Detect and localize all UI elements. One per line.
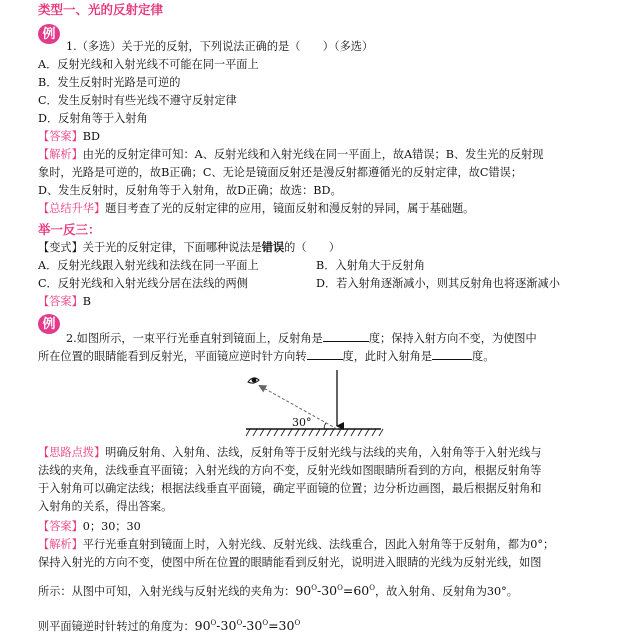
mirror-figure: [236, 368, 386, 442]
answer-tag: 【答案】: [38, 130, 83, 143]
variant-tag: 【变式】: [38, 241, 83, 254]
summary-tag: 【总结升华】: [38, 202, 106, 215]
q2-analysis-line-3: 所示：从图中可知，入射光线与反射光线的夹角为：$90^O-30^O=60^O$，故入射角、反射角为30°。: [38, 583, 518, 598]
q1-answer: [38, 131, 100, 142]
q2-analysis-line-4: 则平面镜逆时针转过的角度为：$90^O-30^O-30^O=30^O$: [38, 618, 301, 633]
q2-tip-line-2: 法线的夹角，法线垂直平面镜；入射光线的方向不变，反射光线如图眼睛所看到的方向，根据反射角等: [38, 464, 542, 477]
answer-tag: 【答案】: [38, 295, 83, 308]
section-title-type1: 类型一、光的反射定律: [38, 2, 164, 17]
answer-value: BD: [82, 130, 100, 143]
answer-value: B: [82, 295, 91, 308]
variant-option-c: C．反射光线和入射光线分居在法线的两侧: [38, 277, 248, 290]
q1-summary: 【总结升华】题目考查了光的反射定律的应用，镜面反射和漫反射的异同，属于基础题。: [38, 202, 475, 215]
example-badge-2: 例: [38, 314, 60, 334]
q1-stem: 1.（多选）关于光的反射，下列说法正确的是（ ）（多选）: [66, 40, 374, 53]
q2-answer: [38, 521, 141, 532]
variant-title: 举一反三：: [38, 222, 101, 237]
q1-option-a: A．反射光线和入射光线不可能在同一平面上: [38, 58, 259, 71]
fill-blank: [432, 349, 472, 360]
q2-tip-line-3: 于入射角可以确定法线；根据法线垂直平面镜，确定平面镜的位置；边分析边画图，最后根据反射角和: [38, 482, 542, 495]
angle-arc: [324, 423, 326, 429]
formula-rotation: $90^O-30^O-30^O=30^O$: [194, 618, 301, 633]
answer-tag: 【答案】: [38, 520, 83, 533]
example-badge-1: 例: [38, 24, 60, 44]
fill-blank: [323, 331, 369, 342]
q2-analysis-line-1: 【解析】平行光垂直射到镜面上时，入射光线、反射光线、法线重合，因此入射角等于反射角，都为0°；: [38, 538, 555, 551]
mirror-hatching: [246, 429, 383, 436]
variant-stem: 【变式】关于光的反射定律，下面哪种说法是错误的（ ）: [38, 240, 341, 254]
analysis-tag: 【解析】: [38, 148, 83, 161]
angle-label: 30°: [292, 416, 312, 429]
q1-option-d: D．反射角等于入射角: [38, 112, 148, 125]
eye-icon: [248, 378, 259, 384]
variant-option-a: A．反射光线跟入射光线和法线在同一平面上: [38, 259, 259, 272]
formula-angle-sum: $90^O-30^O=60^O$: [295, 583, 376, 598]
variant-emphasis: 错误: [261, 240, 285, 254]
q1-analysis-line-3: D、发生反射时，反射角等于入射角，故D正确；故选：BD。: [38, 184, 342, 197]
q1-option-b: B．发生反射时光路是可逆的: [38, 76, 181, 89]
q2-stem-line-1: 2.如图所示，一束平行光垂直射到镜面上，反射角是 度；保持入射方向不变，为使图中: [66, 332, 537, 345]
tip-tag: 【思路点拨】: [38, 446, 106, 459]
q2-tip-line-1: 【思路点拨】明确反射角、入射角、法线，反射角等于反射光线与法线的夹角，入射角等于入射光线与: [38, 446, 542, 459]
analysis-tag: 【解析】: [38, 538, 83, 551]
q2-analysis-line-2: 保持入射光的方向不变，使图中所在位置的眼睛能看到反射光，说明进入眼睛的光线为反射光线，如图: [38, 556, 542, 569]
variant-option-b: B．入射角大于反射角: [316, 259, 425, 272]
q2-tip-line-4: 入射角的关系，得出答案。: [38, 500, 173, 513]
q1-analysis-line-2: 象时，光路是可逆的，故B正确；C、无论是镜面反射还是漫反射都遵循光的反射定律，故C错误；: [38, 166, 523, 179]
fill-blank: [307, 349, 343, 360]
answer-value: 0；30；30: [82, 520, 141, 533]
variant-option-d: D．若入射角逐渐减小，则其反射角也将逐渐减小: [316, 277, 560, 290]
q1-option-c: C．发生反射时有些光线不遵守反射定律: [38, 94, 237, 107]
variant-answer: [38, 296, 91, 307]
q1-analysis-line-1: 【解析】由光的反射定律可知：A、反射光线和入射光线在同一平面上，故A错误；B、发生光的反射现: [38, 148, 544, 161]
q2-stem-line-2: 所在位置的眼睛能看到反射光，平面镜应逆时针方向转 度，此时入射角是 度。: [38, 350, 495, 363]
